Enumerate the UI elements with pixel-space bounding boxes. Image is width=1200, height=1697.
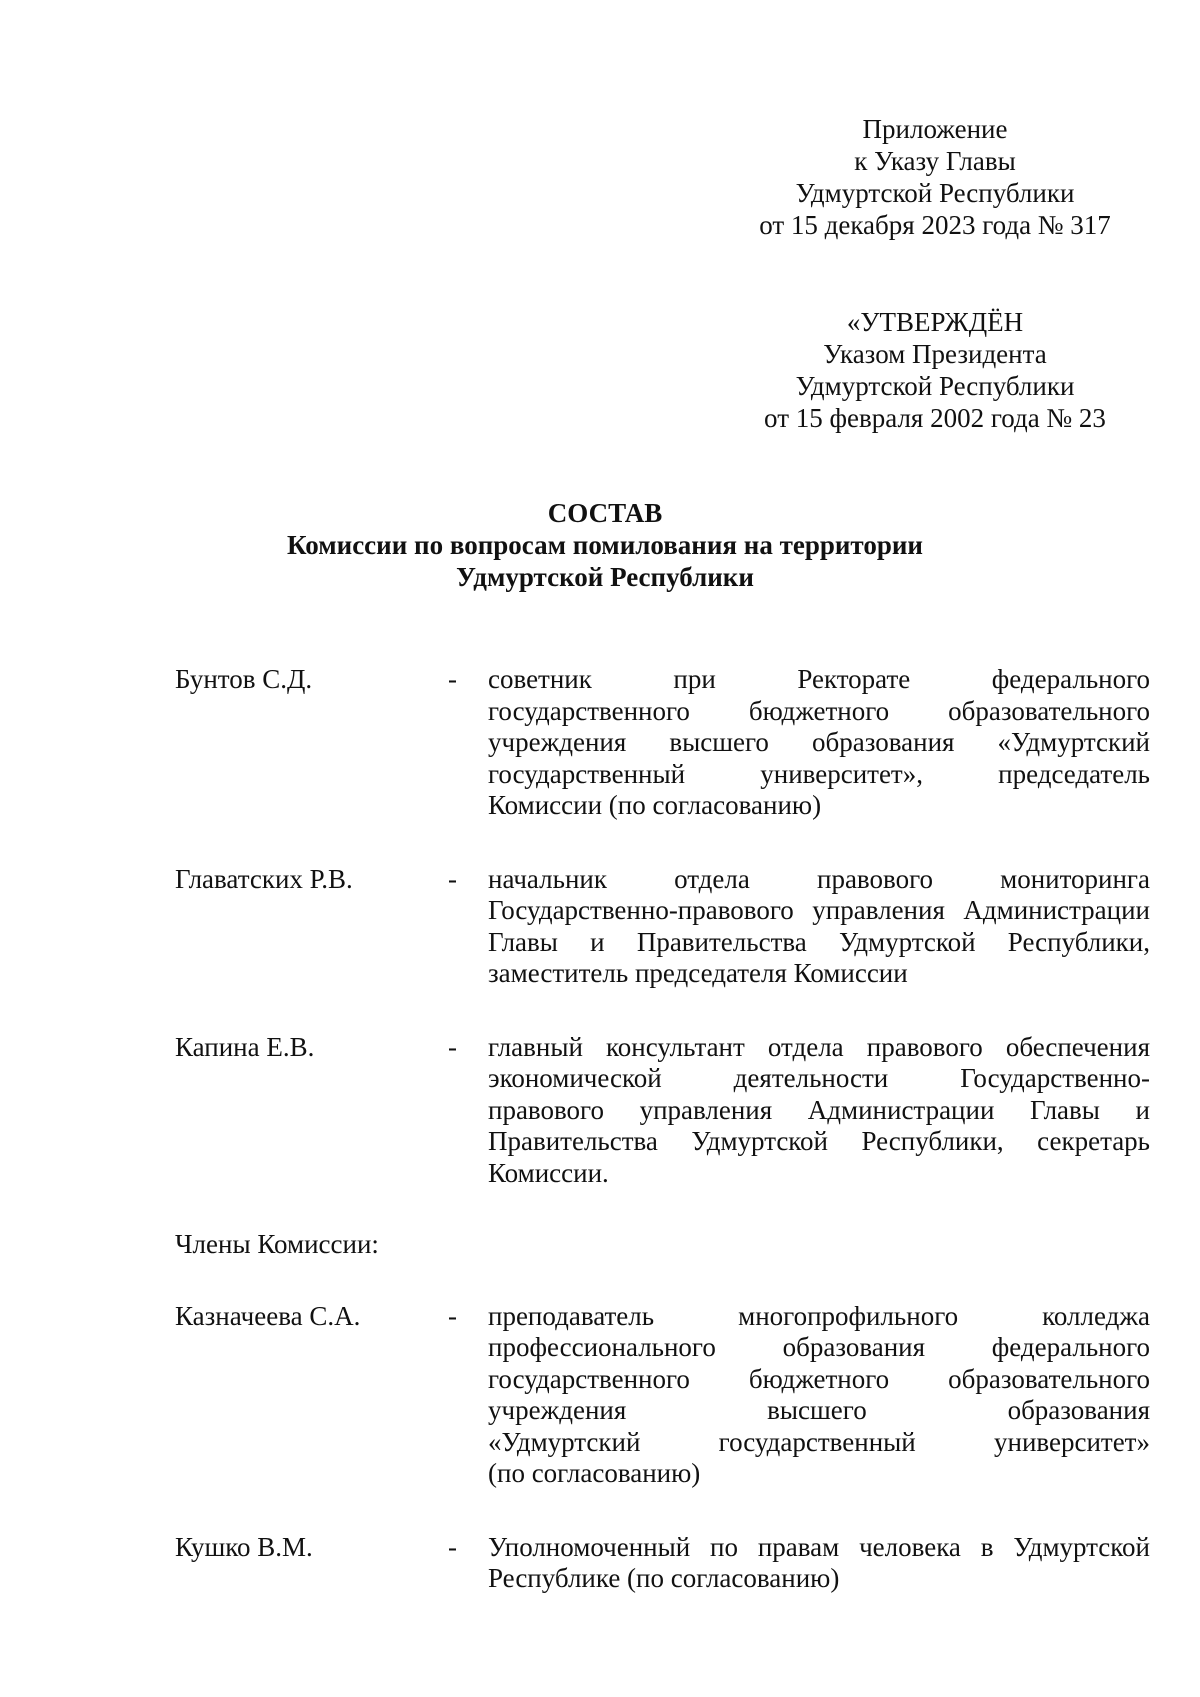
- approved-line: «УТВЕРЖДЁН: [846, 307, 1024, 337]
- person-position: [488, 1032, 1150, 1190]
- position-line: Комиссии (по согласованию): [488, 790, 822, 820]
- dash-separator: -: [448, 863, 457, 894]
- person-position: [488, 1532, 1150, 1595]
- position-line: Уполномоченный по правам человека в Удмуртской: [488, 1531, 1150, 1562]
- appendix-line: Удмуртской Республики: [795, 178, 1075, 208]
- roster-entry: [175, 1301, 1150, 1490]
- person-position: [488, 1301, 1150, 1490]
- title-line: Комиссии по вопросам помилования на территории: [287, 530, 923, 560]
- position-line: заместитель председателя Комиссии: [488, 958, 908, 988]
- dash-separator: -: [448, 664, 457, 694]
- position-line: профессионального образования федерального: [488, 1332, 1150, 1362]
- dash-separator: -: [448, 1300, 457, 1331]
- person-name: Кушко В.М.: [175, 1531, 313, 1562]
- members-label: Члены Комиссии:: [175, 1229, 379, 1259]
- position-line: Комиссии.: [488, 1157, 609, 1188]
- position-line: правового управления Администрации Главы и: [488, 1094, 1150, 1125]
- position-line: государственного бюджетного образовательного: [488, 695, 1150, 726]
- approved-line: Указом Президента: [823, 339, 1047, 369]
- position-line: (по согласованию): [488, 1458, 701, 1488]
- roster-entry: [175, 664, 1150, 822]
- appendix-line: Приложение: [862, 114, 1008, 144]
- appendix-line: от 15 декабря 2023 года № 317: [759, 210, 1111, 240]
- approved-line: от 15 февраля 2002 года № 23: [764, 403, 1106, 433]
- position-line: Республике (по согласованию): [488, 1563, 840, 1593]
- dash-separator: -: [448, 1531, 457, 1562]
- title-line: Удмуртской Республики: [456, 562, 754, 592]
- appendix-line: к Указу Главы: [854, 146, 1016, 176]
- person-name: Капина Е.В.: [175, 1031, 315, 1062]
- position-line: советник при Ректорате федерального: [488, 664, 1150, 694]
- roster-entry: [175, 864, 1150, 990]
- document-title: [150, 497, 1060, 593]
- person-name: Бунтов С.Д.: [175, 664, 313, 694]
- position-line: Государственно-правового управления Администрации: [488, 895, 1150, 925]
- person-position: [488, 864, 1150, 990]
- person-name: Казначеева С.А.: [175, 1300, 361, 1331]
- commission-roster: [175, 664, 1150, 1595]
- position-line: «Удмуртский государственный университет»: [488, 1426, 1150, 1457]
- position-line: учреждения высшего образования «Удмуртский: [488, 727, 1150, 757]
- position-line: учреждения высшего образования: [488, 1395, 1150, 1425]
- position-line: государственного бюджетного образовательного: [488, 1363, 1150, 1394]
- appendix-header: [735, 113, 1135, 241]
- approved-header: [735, 306, 1135, 434]
- position-line: преподаватель многопрофильного колледжа: [488, 1300, 1150, 1331]
- dash-separator: -: [448, 1031, 457, 1062]
- roster-entry: [175, 1532, 1150, 1595]
- position-line: экономической деятельности Государственно-: [488, 1063, 1150, 1093]
- position-line: Правительства Удмуртской Республики, секретарь: [488, 1126, 1150, 1156]
- position-line: государственный университет», председатель: [488, 758, 1150, 789]
- person-name: Главатских Р.В.: [175, 863, 353, 894]
- person-position: [488, 664, 1150, 822]
- position-line: Главы и Правительства Удмуртской Республики,: [488, 926, 1150, 957]
- approved-line: Удмуртской Республики: [795, 371, 1075, 401]
- title-line: СОСТАВ: [547, 498, 663, 528]
- position-line: главный консультант отдела правового обеспечения: [488, 1031, 1150, 1062]
- position-line: начальник отдела правового мониторинга: [488, 863, 1150, 894]
- roster-entry: [175, 1032, 1150, 1190]
